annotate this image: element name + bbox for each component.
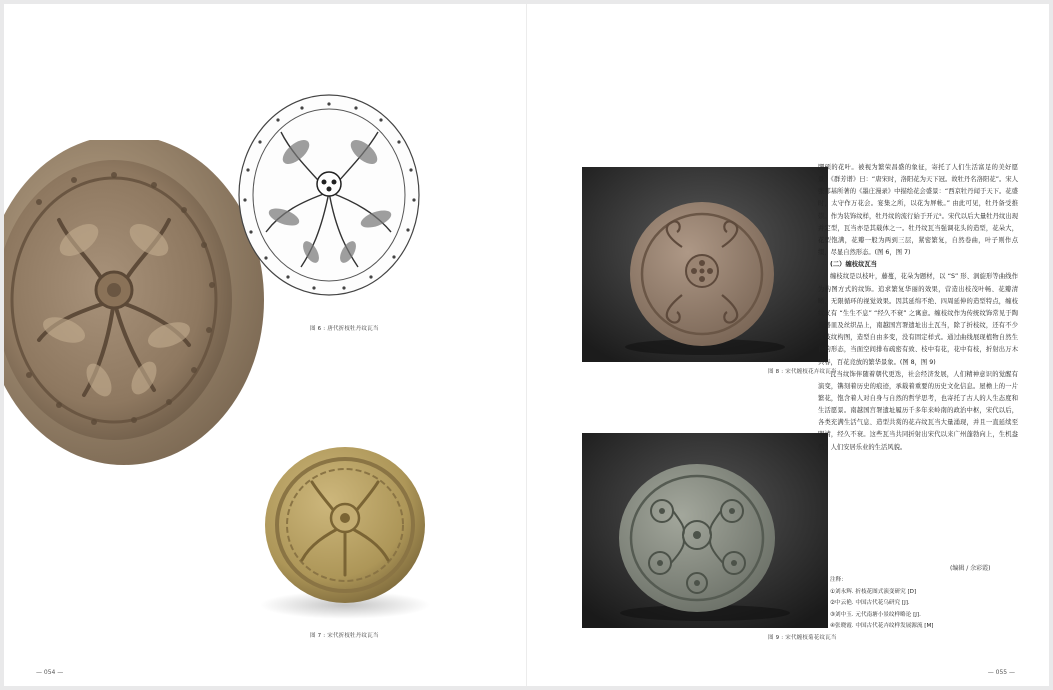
note-item: ④张晓霞. 中国古代花卉纹样发展源流 [M] [830, 623, 934, 629]
page-number-right: — 055 — [987, 669, 1015, 676]
tang-tile-photo [4, 140, 266, 485]
caption-fig8: 图 8 : 宋代缠枝花卉纹瓦当 [768, 369, 837, 375]
article-body [818, 162, 1018, 454]
photo-fig8 [582, 167, 828, 362]
paragraph-1: 肥硕的花叶。被视为繁荣昌盛的象征，寄托了人们生活富足的美好愿景。《群芳谱》曰：“唐宋时，洛阳花为天下冠。故牡丹名洛阳花”。宋人张邦基所著的《墨庄漫录》中描绘花会盛景：“西京牡丹闻于天下。花盛时，太守作万花会。宴集之所，以花为屏帐。” 由此可见，牡丹备受推崇。作为装饰纹样，牡丹纹的流行始于开元⁵。宋代以后大量牡丹纹出现并定型，瓦当亦是其载体之一。牡丹纹瓦当强调花头的造型，花朵大，花型饱满，花瓣一般为两到三层，紧密繁复，自然卷曲，叶子则作点缀，尽显自然形态。(图 6，图 7) [818, 164, 1018, 257]
note-item: ②中云艳. 中国古代花乌研究 [J]. [830, 600, 910, 606]
song-yellow-tile-photo [250, 440, 440, 625]
photo-fig9 [582, 433, 828, 628]
paragraph-2: 缠枝纹是以枝叶，藤蔓，花朵为题材，以 “S” 形、涡旋形等曲线作为构图方式的纹饰。追求繁复华丽的效果，营造出枝茂叶畅、花瓣清晰、无限循环的视觉效果。因其延绵不绝、四周延伸的造型特点，缠枝纹又有 “生生不息” “经久不衰” 之寓意。缠枝纹作为传统纹饰常见于陶瓷器皿及丝织品上，南越国宫署遗址出土瓦当，除了折枝纹，还有不少缠枝纹构图，造型自由多变，没有固定样式。通过曲线展现植物自然生长的形态，当面空间排布疏密有致、枝中有花，花中有枝，折射出万木共春，百花竞放的繁华景象。(图 8，图 9) [818, 273, 1018, 366]
caption-fig6: 图 6 : 唐代折枝牡丹纹瓦当 [310, 326, 379, 332]
note-item: ③刘中玉. 元代南塘小景纹样略论 [J]. [830, 611, 921, 618]
paragraph-3: 瓦当纹饰伴随着朝代更迭，社会经济发展，人们精神意识的觉醒有演变，镌刻着历史的痕迹，承载着重要的历史文化信息。屋檐上的一片繁花，饱含着人对自身与自然的哲学思考，也寄托了古人的人生态度和生活愿景。南越国宫署遗址履历千多年来岭南的政治中枢，宋代以后，各类充满生活气息、造型共赏的花卉纹瓦当大量涌现，并且一直延续至明清，经久不衰。这些瓦当共同折射出宋代以来广州蓬勃向上，生机盎然、人们安居乐业的生活风貌。 [818, 370, 1018, 451]
notes [830, 575, 933, 633]
section-heading: (二）缠枝纹瓦当 [830, 261, 877, 269]
editor-credit: (编辑 / 余彩霞) [950, 565, 991, 572]
note-item: ①刘永辉. 折枝花图式演变研究 [D] [830, 588, 917, 595]
rubbing-drawing [236, 92, 422, 298]
gutter [526, 4, 527, 686]
notes-title: 注释： [830, 577, 847, 583]
caption-fig7: 图 7 : 宋代折枝牡丹纹瓦当 [310, 633, 379, 639]
caption-fig9: 图 9 : 宋代缠枝菊花纹瓦当 [768, 635, 837, 641]
page-number-left: — 054 — [36, 669, 64, 676]
